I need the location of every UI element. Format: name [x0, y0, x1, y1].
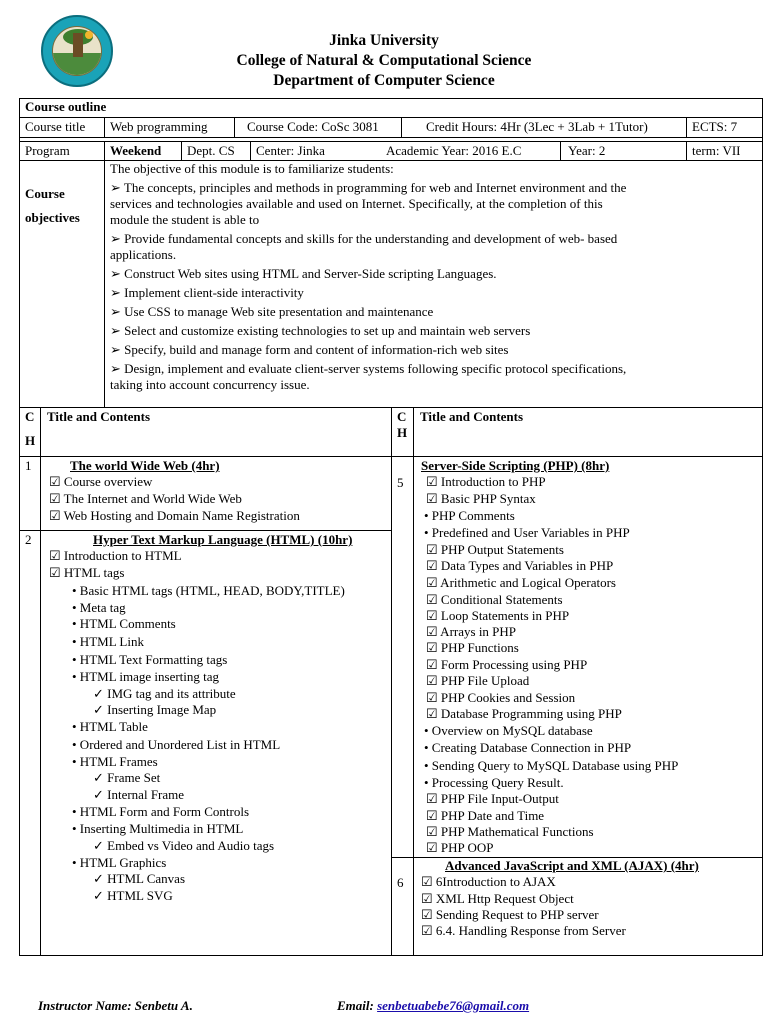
- objective-line: taking into account concurrency issue.: [110, 377, 310, 392]
- objective-line: ➢ The concepts, principles and methods in programming for web and Internet environment and the: [110, 180, 627, 195]
- dept: Dept. CS: [187, 143, 235, 158]
- program-value: Weekend: [110, 143, 162, 158]
- email-line: [337, 998, 529, 1014]
- list-item: ☑ Course overview: [49, 474, 153, 489]
- chapter-2-title: Hyper Text Markup Language (HTML) (10hr): [93, 532, 353, 547]
- objective-line: ➢ Use CSS to manage Web site presentation and maintenance: [110, 304, 434, 319]
- course-title-value: Web programming: [110, 119, 208, 134]
- email-link[interactable]: senbetuabebe76@gmail.com: [377, 998, 530, 1013]
- list-item: ☑ PHP Output Statements: [426, 542, 564, 557]
- credit-hours: Credit Hours: 4Hr (3Lec + 3Lab + 1Tutor): [426, 119, 648, 134]
- list-item: • HTML image inserting tag: [72, 669, 220, 684]
- list-item: ✓ Internal Frame: [93, 787, 185, 802]
- list-item: • HTML Graphics: [72, 855, 167, 870]
- list-item: ☑ PHP Mathematical Functions: [426, 824, 594, 839]
- list-item: ☑ PHP File Input-Output: [426, 791, 559, 806]
- list-item: ☑ Web Hosting and Domain Name Registration: [49, 508, 300, 523]
- list-item: ☑ The Internet and World Wide Web: [49, 491, 242, 506]
- left-title-contents-header: Title and Contents: [47, 409, 151, 424]
- term: term: VII: [692, 143, 741, 158]
- academic-year: Academic Year: 2016 E.C: [386, 143, 522, 158]
- list-item: • Basic HTML tags (HTML, HEAD, BODY,TITLE): [72, 583, 345, 598]
- list-item: • HTML Text Formatting tags: [72, 652, 228, 667]
- objective-line: module the student is able to: [110, 212, 260, 227]
- list-item: ☑ Database Programming using PHP: [426, 706, 622, 721]
- list-item: ✓ IMG tag and its attribute: [93, 686, 236, 701]
- objective-line: ➢ Provide fundamental concepts and skills for the understanding and development of web- based: [110, 231, 618, 246]
- list-item: ☑ PHP Date and Time: [426, 808, 545, 823]
- list-item: ☑ Conditional Statements: [426, 592, 563, 607]
- list-item: ✓ Frame Set: [93, 770, 161, 785]
- objective-line: ➢ Implement client-side interactivity: [110, 285, 304, 300]
- list-item: ☑ Data Types and Variables in PHP: [426, 558, 614, 573]
- department-name: Department of Computer Science: [273, 72, 495, 89]
- list-item: ☑ XML Http Request Object: [421, 891, 574, 906]
- list-item: ✓ HTML Canvas: [93, 871, 186, 886]
- list-item: ☑ 6.4. Handling Response from Server: [421, 923, 626, 938]
- list-item: • Creating Database Connection in PHP: [424, 740, 632, 755]
- list-item: ☑ Form Processing using PHP: [426, 657, 588, 672]
- list-item: ☑ Loop Statements in PHP: [426, 608, 570, 623]
- list-item: ✓ Inserting Image Map: [93, 702, 217, 717]
- list-item: ☑ Sending Request to PHP server: [421, 907, 599, 922]
- list-item: • HTML Table: [72, 719, 148, 734]
- objective-line: The objective of this module is to familiarize students:: [110, 161, 394, 176]
- chapter-1-number: 1: [25, 458, 32, 473]
- list-item: ☑ Basic PHP Syntax: [426, 491, 536, 506]
- chapter-6-number: 6: [397, 875, 404, 890]
- list-item: ☑ PHP Cookies and Session: [426, 690, 576, 705]
- ects: ECTS: 7: [692, 119, 738, 134]
- chapter-5-number: 5: [397, 475, 404, 490]
- list-item: ☑ PHP OOP: [426, 840, 494, 855]
- chapter-6-title: Advanced JavaScript and XML (AJAX) (4hr): [445, 858, 699, 873]
- list-item: • Predefined and User Variables in PHP: [424, 525, 630, 540]
- chapter-1-title: The world Wide Web (4hr): [70, 458, 220, 473]
- list-item: ☑ 6Introduction to AJAX: [421, 874, 556, 889]
- objective-line: ➢ Construct Web sites using HTML and Server-Side scripting Languages.: [110, 266, 497, 281]
- center: Center: Jinka: [256, 143, 325, 158]
- objective-line: ➢ Specify, build and manage form and content of information-rich web sites: [110, 342, 509, 357]
- list-item: ✓ Embed vs Video and Audio tags: [93, 838, 275, 853]
- list-item: • HTML Comments: [72, 616, 176, 631]
- list-item: ✓ HTML SVG: [93, 888, 173, 903]
- list-item: • Inserting Multimedia in HTML: [72, 821, 244, 836]
- program-label: Program: [25, 143, 70, 158]
- list-item: ☑ Arithmetic and Logical Operators: [426, 575, 616, 590]
- list-item: • Overview on MySQL database: [424, 723, 593, 738]
- list-item: ☑ Introduction to PHP: [426, 474, 546, 489]
- objective-line: applications.: [110, 247, 177, 262]
- list-item: ☑ HTML tags: [49, 565, 125, 580]
- list-item: • Meta tag: [72, 600, 126, 615]
- list-item: ☑ Introduction to HTML: [49, 548, 182, 563]
- list-item: • HTML Form and Form Controls: [72, 804, 250, 819]
- list-item: ☑ PHP File Upload: [426, 673, 530, 688]
- course-title-label: Course title: [25, 119, 86, 134]
- chapter-2-number: 2: [25, 532, 32, 547]
- objective-line: ➢ Design, implement and evaluate client-server systems following specific protocol specifications,: [110, 361, 627, 376]
- year: Year: 2: [568, 143, 606, 158]
- list-item: ☑ Arrays in PHP: [426, 624, 517, 639]
- objectives-label-line2: objectives: [25, 210, 80, 225]
- objective-line: ➢ Select and customize existing technologies to set up and maintain web servers: [110, 323, 531, 338]
- college-name: College of Natural & Computational Science: [236, 52, 532, 69]
- right-ch-c: C: [397, 409, 407, 424]
- list-item: • Processing Query Result.: [424, 775, 564, 790]
- course-outline-label: Course outline: [25, 99, 107, 114]
- course-code: Course Code: CoSc 3081: [247, 119, 379, 134]
- left-ch-c: C: [25, 409, 35, 424]
- right-title-contents-header: Title and Contents: [420, 409, 524, 424]
- list-item: ☑ PHP Functions: [426, 640, 519, 655]
- email-label: Email:: [337, 998, 378, 1013]
- list-item: • Ordered and Unordered List in HTML: [72, 737, 281, 752]
- chapter-5-title: Server-Side Scripting (PHP) (8hr): [421, 458, 610, 473]
- list-item: • PHP Comments: [424, 508, 515, 523]
- list-item: • Sending Query to MySQL Database using PHP: [424, 758, 679, 773]
- left-ch-h: H: [25, 433, 36, 448]
- objective-line: services and technologies available and used on Internet. Specifically, at the completion of this: [110, 196, 603, 211]
- instructor-name: Instructor Name: Senbetu A.: [38, 998, 193, 1013]
- list-item: • HTML Frames: [72, 754, 158, 769]
- right-ch-h: H: [397, 425, 408, 440]
- university-name: Jinka University: [329, 32, 439, 49]
- objectives-label-line1: Course: [25, 186, 65, 201]
- list-item: • HTML Link: [72, 634, 144, 649]
